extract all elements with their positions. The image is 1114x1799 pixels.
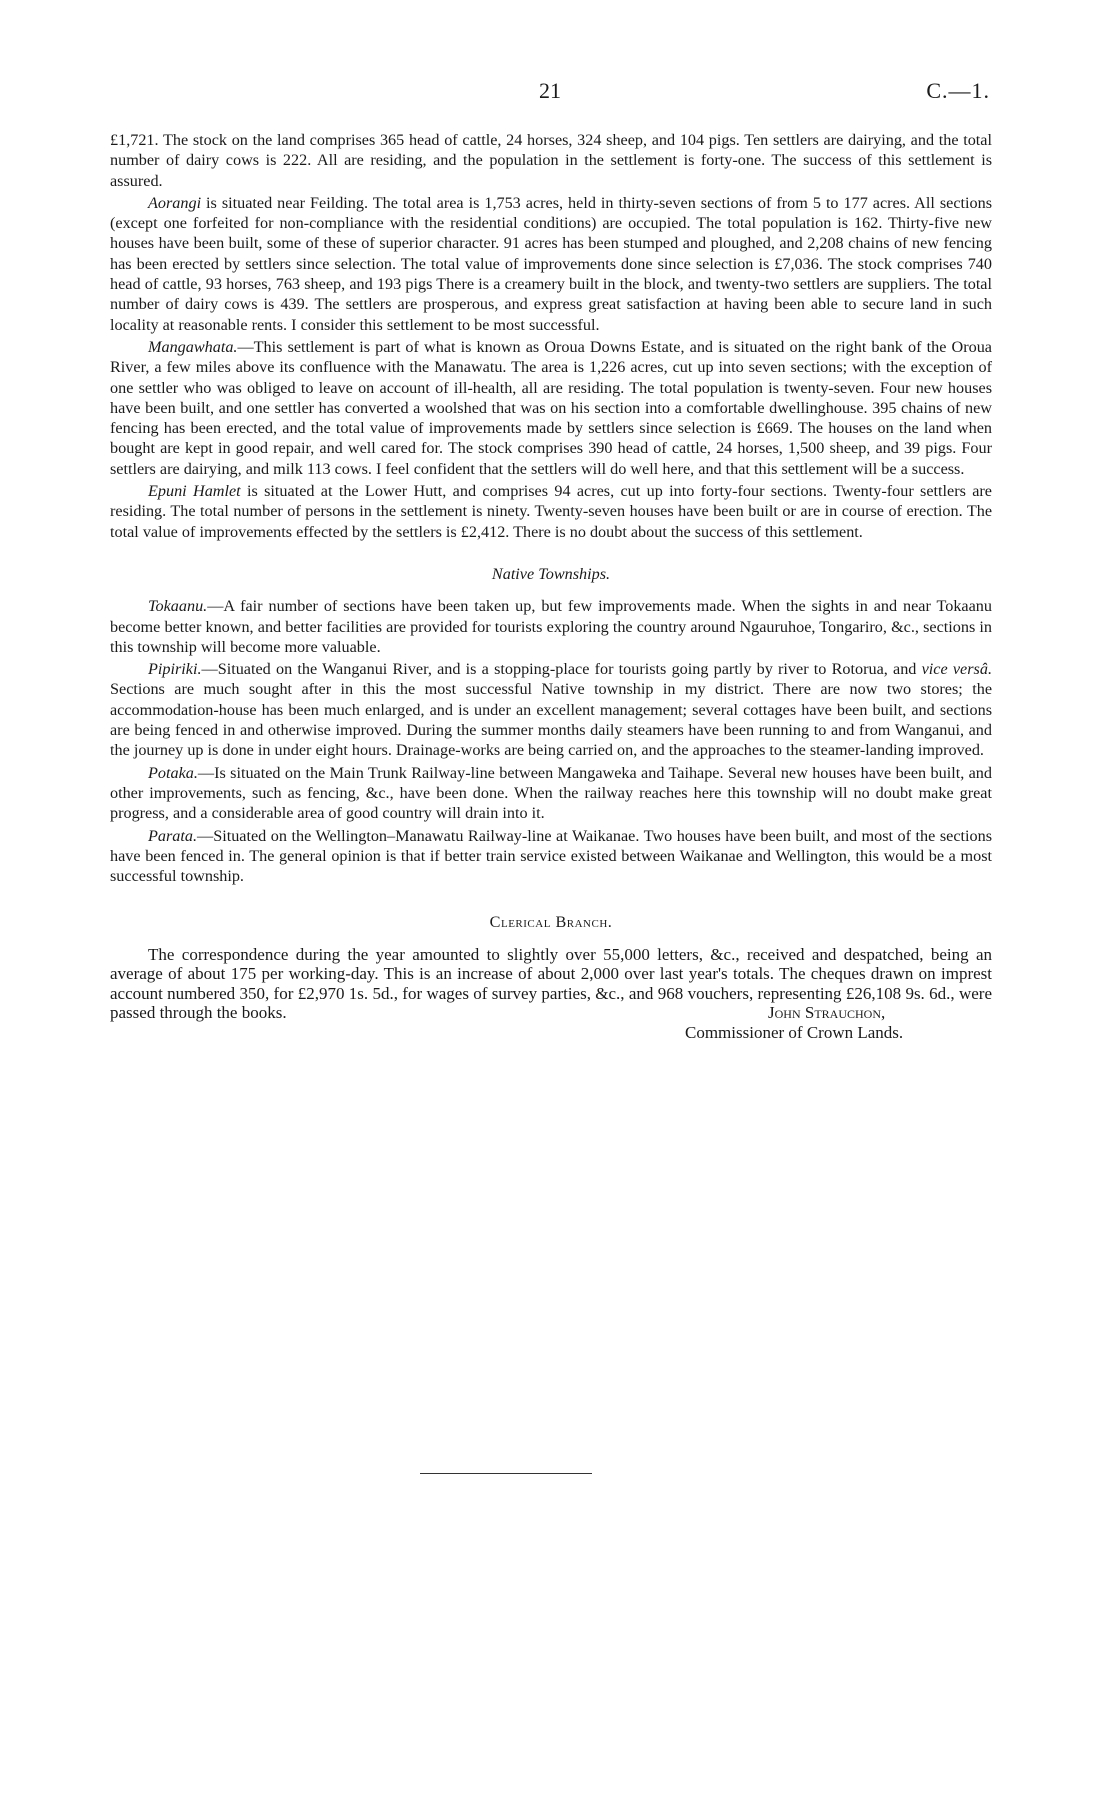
paragraph-text: —A fair number of sections have been taken up, but few improvements made. When the sights in and near Tokaanu become better known, and better facilities are provided for tourists exploring the country around Ngauruhoe, Tongariro, &c., sections in this township will become more valuable.	[110, 597, 992, 656]
paragraph-text: is situated at the Lower Hutt, and comprises 94 acres, cut up into forty-four sections. Twenty-four settlers are residing. The total number of persons in the settlement is ninety. Twenty-seven houses have been built or are in course of erection. The total value of improvements effected by the settlers is £2,412. There is no doubt about the success of this settlement.	[110, 482, 992, 541]
section-heading-clerical: Clerical Branch.	[489, 913, 613, 932]
paragraph-tokaanu	[110, 596, 992, 657]
latin-phrase: vice versâ.	[921, 660, 992, 679]
document-reference: C.—1.	[926, 78, 990, 103]
closing-rule	[420, 1473, 592, 1474]
settlement-name: Aorangi	[148, 193, 202, 212]
township-name: Potaka.	[148, 763, 198, 782]
paragraph-clerical: The correspondence during the year amounted to slightly over 55,000 letters, &c., received and despatched, being an average of about 175 per working-day. This is an increase of about 2,000 over last year's totals. The cheques drawn on imprest account numbered 350, for £2,970 1s. 5d., for wages of survey parties, &c., and 968 vouchers, representing £26,108 9s. 6d., were passed through the books.	[110, 944, 992, 1023]
township-name: Parata.	[148, 826, 198, 845]
paragraph-potaka	[110, 763, 992, 824]
paragraph-text: —This settlement is part of what is known as Oroua Downs Estate, and is situated on the right bank of the Oroua River, a few miles above its confluence with the Manawatu. The area is 1,226 acres, cut up into seven sections; with the exception of one settler who was obliged to leave on account of ill-health, all are residing. The total population is twenty-seven. Four new houses have been built, and one settler has converted a woolshed that was on his section into a comfortable dwellinghouse. 395 chains of new fencing has been erected, and the total value of improvements made by settlers since selection is £669. The houses on the land when bought are kept in good repair, and well cared for. The stock comprises 390 head of cattle, 24 horses, 1,500 sheep, and 39 pigs. Four settlers are dairying, and milk 113 cows. I feel confident that the settlers will do well here, and that this settlement will be a success.	[110, 337, 992, 478]
paragraph-aorangi	[110, 193, 992, 335]
settlement-name: Epuni Hamlet	[148, 482, 241, 501]
page-header	[110, 78, 990, 108]
signatory-name: John Strauchon,	[768, 1003, 886, 1023]
paragraph-text: is situated near Feilding. The total area is 1,753 acres, held in thirty-seven sections of from 5 to 177 acres. All sections (except one forfeited for non-compliance with the residential conditions) are occupied. The total population is 162. Thirty-five new houses have been built, some of these of superior character. 91 acres has been stumped and ploughed, and 2,208 chains of new fencing has been erected by settlers since selection. The total value of improvements done since selection is £7,036. The stock comprises 740 head of cattle, 93 horses, 763 sheep, and 193 pigs There is a creamery built in the block, and twenty-two settlers are suppliers. The total number of dairy cows is 439. The settlers are prosperous, and express great satisfaction at having been able to secure land in such locality at reasonable rents. I consider this settlement to be most successful.	[110, 193, 992, 334]
document-body	[110, 130, 992, 1043]
paragraph-text: Sections are much sought after in this the most successful Native township in my district. There are now two stores; the accommodation-house has been much enlarged, and is under an excellent management; several cottages have been built, and sections are being fenced in and otherwise improved. During the summer months daily steamers have been running to and from Wanganui, and the journey up is done in under eight hours. Drainage-works are being carried on, and the approaches to the steamer-landing improved.	[110, 680, 992, 760]
paragraph-text: £1,721. The stock on the land comprises 365 head of cattle, 24 horses, 324 sheep, and 104 pigs. Ten settlers are dairying, and the total number of dairy cows is 222. All are residing, and the population in the settlement is forty-one. The success of this settlement is assured.	[110, 131, 992, 190]
paragraph-mangawhata	[110, 337, 992, 479]
paragraph-stock	[110, 130, 992, 191]
signatory-title: Commissioner of Crown Lands.	[685, 1022, 904, 1042]
section-heading-native: Native Townships.	[491, 564, 611, 583]
page-number: 21	[539, 78, 561, 103]
settlement-name: Mangawhata.	[148, 337, 238, 356]
paragraph-text: —Situated on the Wanganui River, and is a stopping-place for tourists going partly by river to Rotorua, and	[201, 660, 922, 679]
paragraph-text: —Situated on the Wellington–Manawatu Railway-line at Waikanae. Two houses have been built, and most of the sections have been fenced in. The general opinion is that if better train service existed between Waikanae and Wellington, this would be a most successful township.	[110, 826, 992, 886]
paragraph-parata	[110, 826, 992, 887]
township-name: Pipiriki.	[148, 660, 202, 679]
paragraph-text: —Is situated on the Main Trunk Railway-line between Mangaweka and Taihape. Several new houses have been built, and other improvements, such as fencing, &c., have been done. When the railway reaches here this township will no doubt make great progress, and a considerable area of good country will drain into it.	[110, 763, 992, 823]
paragraph-pipiriki	[110, 659, 992, 760]
paragraph-epuni	[110, 481, 992, 542]
township-name: Tokaanu.	[148, 597, 208, 616]
